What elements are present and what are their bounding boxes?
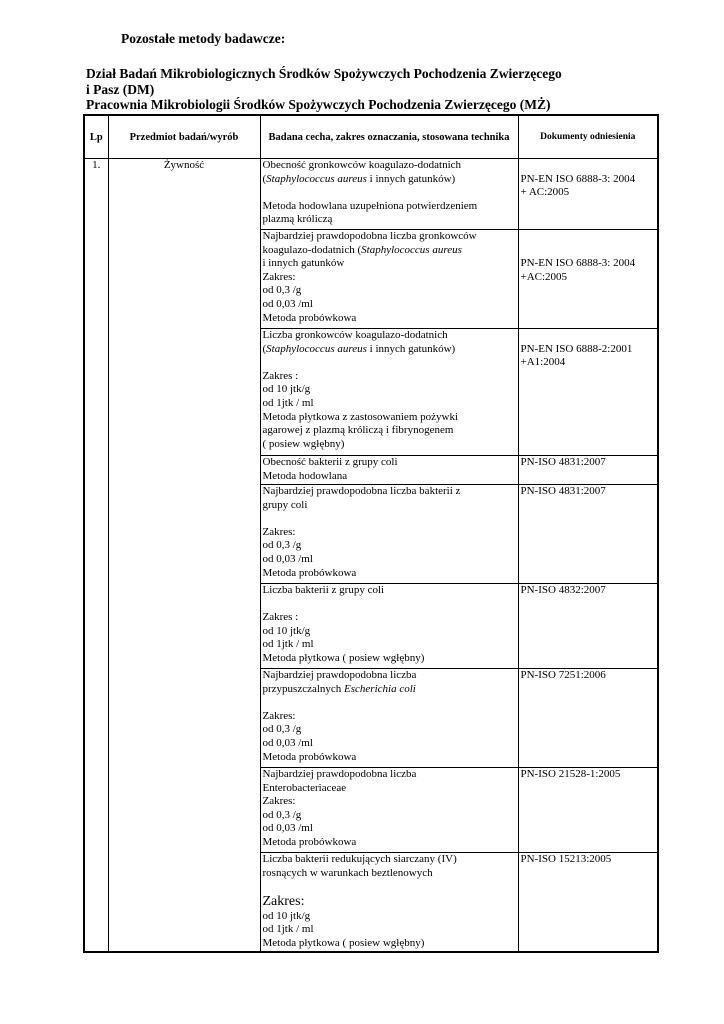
document-cell: PN-EN ISO 6888-3: 2004 + AC:2005 bbox=[518, 159, 658, 230]
feature-cell: Obecność bakterii z grupy coli Metoda hodowlana bbox=[260, 456, 518, 485]
feature-cell: Najbardziej prawdopodobna liczba gronkowców koagulazo-dodatnich (Staphylococcus aureus i innych gatunków Zakres: od 0,3 /g od 0,03 /ml Metoda probówkowa bbox=[260, 230, 518, 329]
document-cell: PN-ISO 21528-1:2005 bbox=[518, 768, 658, 853]
row-number: 1. bbox=[84, 159, 108, 952]
header-feature: Badana cecha, zakres oznaczania, stosowana technika bbox=[260, 115, 518, 159]
header-subject: Przedmiot badań/wyrób bbox=[108, 115, 260, 159]
document-cell: PN-ISO 15213:2005 bbox=[518, 853, 658, 952]
feature-cell: Najbardziej prawdopodobna liczba przypuszczalnych Escherichia coli Zakres: od 0,3 /g od 0,03 /ml Metoda probówkowa bbox=[260, 669, 518, 768]
document-cell: PN-EN ISO 6888-2:2001 +A1:2004 bbox=[518, 329, 658, 456]
header-lp: Lp bbox=[84, 115, 108, 159]
document-cell: PN-ISO 4832:2007 bbox=[518, 584, 658, 669]
feature-cell: Liczba bakterii z grupy coli Zakres : od 10 jtk/g od 1jtk / ml Metoda płytkowa ( posiew wgłębny) bbox=[260, 584, 518, 669]
methods-table bbox=[83, 114, 659, 953]
department-block bbox=[86, 66, 562, 113]
feature-cell: Najbardziej prawdopodobna liczba Enterobacteriaceae Zakres: od 0,3 /g od 0,03 /ml Metoda probówkowa bbox=[260, 768, 518, 853]
feature-cell: Obecność gronkowców koagulazo-dodatnich (Staphylococcus aureus i innych gatunków) Metoda hodowlana uzupełniona potwierdzeniem plazmą króliczą bbox=[260, 159, 518, 230]
department-line-2: i Pasz (DM) bbox=[86, 81, 155, 97]
feature-cell: Najbardziej prawdopodobna liczba bakterii z grupy coli Zakres: od 0,3 /g od 0,03 /ml Metoda probówkowa bbox=[260, 485, 518, 584]
feature-cell: Liczba gronkowców koagulazo-dodatnich (Staphylococcus aureus i innych gatunków) Zakres : od 10 jtk/g od 1jtk / ml Metoda płytkowa z zastosowaniem pożywki agarowej z plazmą króliczą i fibrynogenem ( posiew wgłębny) bbox=[260, 329, 518, 456]
document-cell: PN-ISO 4831:2007 bbox=[518, 456, 658, 485]
department-line-3: Pracownia Mikrobiologii Środków Spożywczych Pochodzenia Zwierzęcego (MŻ) bbox=[86, 97, 551, 112]
table-header-row bbox=[84, 115, 658, 159]
document-cell: PN-EN ISO 6888-3: 2004 +AC:2005 bbox=[518, 230, 658, 329]
document-cell: PN-ISO 7251:2006 bbox=[518, 669, 658, 768]
header-documents: Dokumenty odniesienia bbox=[518, 115, 658, 159]
table-row bbox=[84, 159, 658, 230]
page-heading: Pozostałe metody badawcze: bbox=[121, 31, 286, 46]
feature-cell: Liczba bakterii redukujących siarczany (IV) rosnących w warunkach beztlenowych Zakres: od 10 jtk/g od 1jtk / ml Metoda płytkowa ( posiew wgłębny) bbox=[260, 853, 518, 952]
department-line-1: Dział Badań Mikrobiologicznych Środków Spożywczych Pochodzenia Zwierzęcego bbox=[86, 66, 562, 81]
document-cell: PN-ISO 4831:2007 bbox=[518, 485, 658, 584]
subject-cell: Żywność bbox=[108, 159, 260, 952]
